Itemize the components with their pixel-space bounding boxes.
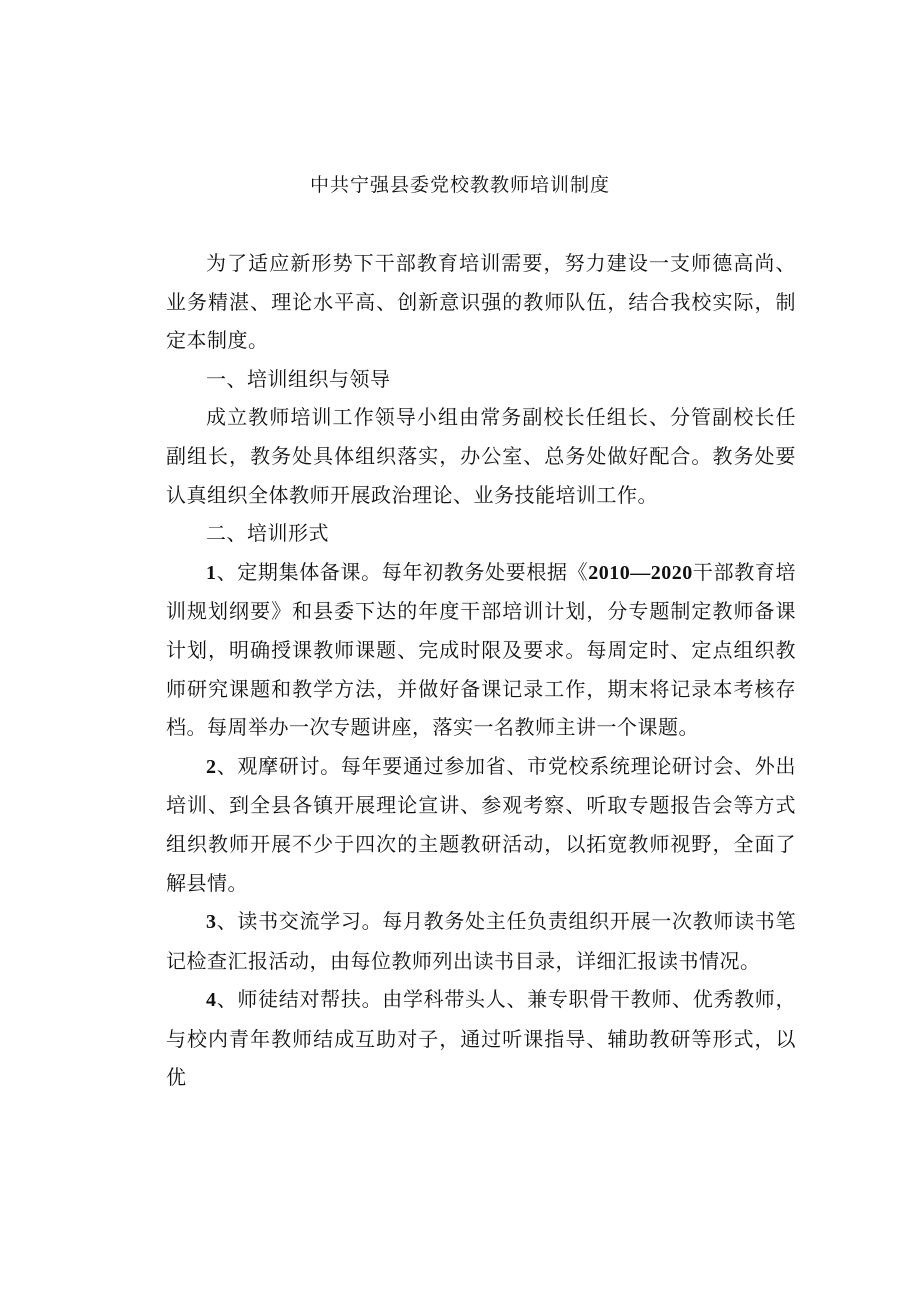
item-1-paragraph — [166, 553, 796, 747]
section1-heading: 一、培训组织与领导 — [206, 366, 391, 391]
item-4-text: 、师徒结对帮扶。由学科带头人、兼专职骨干教师、优秀教师，与校内青年教师结成互助对子，通过听课指导、辅助教研等形式，以优 — [166, 987, 796, 1090]
item-3-number: 3 — [206, 911, 217, 934]
item-3-text: 、读书交流学习。每月教务处主任负责组织开展一次教师读书笔记检查汇报活动，由每位教师列出读书目录，详细汇报读书情况。 — [166, 909, 796, 973]
item-2-paragraph — [166, 747, 796, 902]
item-2-text: 、观摩研讨。每年要通过参加省、市党校系统理论研讨会、外出培训、到全县各镇开展理论宣讲、参观考察、听取专题报告会等方式组织教师开展不少于四次的主题教研活动，以拓宽教师视野，全面了解县情。 — [166, 753, 796, 895]
item-1-text-post: 干部教育培训规划纲要》和县委下达的年度干部培训计划，分专题制定教师备课计划，明确授课教师课题、完成时限及要求。每周定时、定点组织教师研究课题和教学方法，并做好备课记录工作，期末将记录本考核存档。每周举办一次专题讲座，落实一名教师主讲一个课题。 — [166, 559, 797, 740]
item-3-paragraph — [166, 902, 796, 980]
section2-heading: 二、培训形式 — [206, 521, 329, 546]
item-1-number: 1 — [206, 561, 217, 584]
item-2-number: 2 — [206, 755, 217, 778]
item-1-text-pre: 、定期集体备课。每年初教务处要根据《 — [216, 559, 589, 584]
document-title: 中共宁强县委党校教教师培训制度 — [309, 174, 610, 196]
section1-paragraph: 成立教师培训工作领导小组由常务副校长任组长、分管副校长任副组长，教务处具体组织落实，办公室、总务处做好配合。教务处要认真组织全体教师开展政治理论、业务技能培训工作。 — [166, 405, 796, 507]
item-4-paragraph — [166, 980, 796, 1097]
item-4-number: 4 — [206, 989, 217, 1012]
item-1-years: 2010—2020 — [588, 561, 693, 584]
document-body — [166, 244, 796, 1097]
intro-paragraph: 为了适应新形势下干部教育培训需要，努力建设一支师德高尚、业务精湛、理论水平高、创新意识强的教师队伍，结合我校实际，制定本制度。 — [166, 251, 796, 353]
